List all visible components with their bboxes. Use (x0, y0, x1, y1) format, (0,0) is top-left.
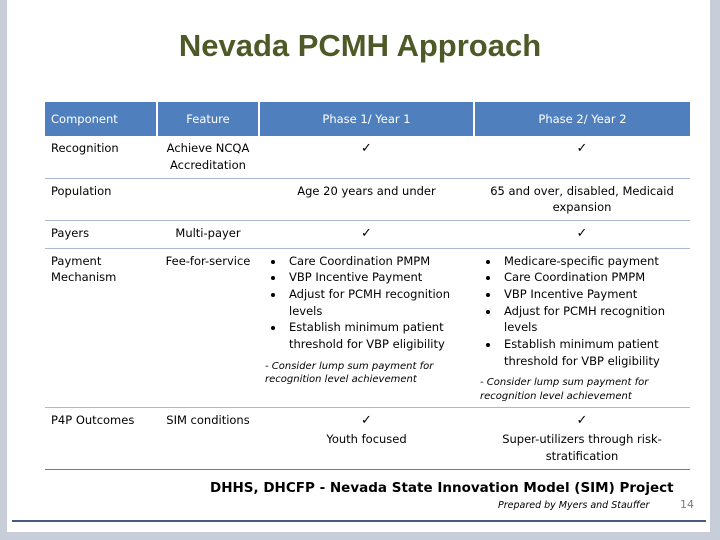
approach-table (45, 102, 690, 470)
table-row-recognition (45, 136, 690, 178)
slide-title: Nevada PCMH Approach (178, 28, 542, 63)
footer-project: DHHS, DHCFP - Nevada State Innovation Model (SIM) Project (210, 480, 674, 496)
page-number: 14 (680, 498, 694, 511)
bullet-list (265, 253, 468, 353)
list-item: • Adjust for PCMH recognition levels (500, 303, 684, 336)
slide-bottom-border (0, 532, 720, 540)
cell-text: Youth focused (326, 432, 407, 447)
note-text: - Consider lump sum payment for recognition level achievement (480, 377, 649, 402)
header-feature: Feature (157, 102, 259, 136)
list-item: • Medicare-specific payment (500, 253, 684, 270)
cell-component: Payers (45, 220, 157, 248)
list-item: • Establish minimum patient threshold for VBP eligibility (285, 319, 468, 352)
list-item: • Establish minimum patient threshold for VBP eligibility (500, 336, 684, 369)
header-phase1: Phase 1/ Year 1 (259, 102, 474, 136)
cell-feature: Multi-payer (157, 220, 259, 248)
cell-text: Super-utilizers through risk-stratification (502, 432, 662, 463)
table-row-payment (45, 248, 690, 408)
bullet-list (480, 253, 684, 370)
cell-feature: SIM conditions (157, 408, 259, 469)
cell-phase1: Age 20 years and under (259, 178, 474, 220)
list-item: • Care Coordination PMPM (500, 269, 684, 286)
cell-component: Payment Mechanism (45, 248, 157, 408)
header-component: Component (45, 102, 157, 136)
cell-phase1 (259, 408, 474, 469)
slide-right-border (710, 0, 720, 540)
check-icon: ✓ (576, 413, 588, 429)
list-item: • Adjust for PCMH recognition levels (285, 286, 468, 319)
footer-divider (12, 520, 706, 522)
header-phase2: Phase 2/ Year 2 (474, 102, 690, 136)
check-icon: ✓ (474, 220, 690, 248)
cell-feature: Achieve NCQA Accreditation (157, 136, 259, 178)
cell-feature (157, 178, 259, 220)
slide-left-border (0, 0, 7, 540)
table-row-p4p (45, 408, 690, 469)
cell-component: Population (45, 178, 157, 220)
footer-prepared-by: Prepared by Myers and Stauffer (498, 500, 650, 511)
list-item: • VBP Incentive Payment (285, 269, 468, 286)
note-text: - Consider lump sum payment for recognition level achievement (265, 360, 434, 386)
cell-phase2 (474, 408, 690, 469)
cell-phase2: 65 and over, disabled, Medicaid expansion (474, 178, 690, 220)
table-header-row (45, 102, 690, 136)
cell-phase2 (474, 248, 690, 408)
list-item: • Care Coordination PMPM (285, 253, 468, 270)
table-row-population (45, 178, 690, 220)
check-icon: ✓ (474, 136, 690, 178)
list-item: • VBP Incentive Payment (500, 286, 684, 303)
check-icon: ✓ (361, 413, 372, 429)
check-icon: ✓ (259, 220, 474, 248)
cell-feature: Fee-for-service (157, 248, 259, 408)
cell-component: P4P Outcomes (45, 408, 157, 469)
check-icon: ✓ (259, 136, 474, 178)
cell-phase1 (259, 248, 474, 408)
cell-component: Recognition (45, 136, 157, 178)
table-row-payers (45, 220, 690, 248)
